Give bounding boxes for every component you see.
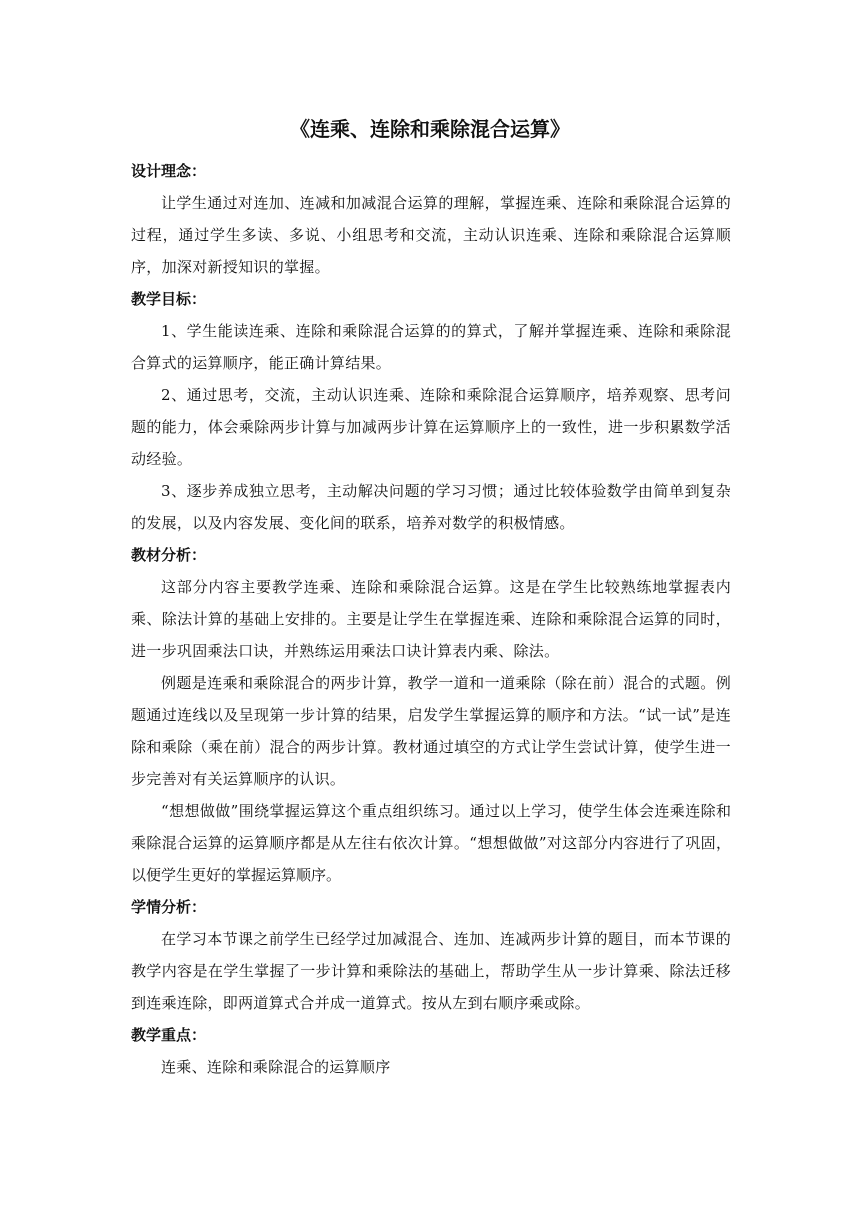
section-student-analysis bbox=[131, 891, 731, 1019]
document-title: 《连乘、连除和乘除混合运算》 bbox=[290, 117, 570, 141]
section-paragraph: 这部分内容主要教学连乘、连除和乘除混合运算。这是在学生比较熟练地掌握表内乘、除法计算的基础上安排的。主要是让学生在掌握连乘、连除和乘除混合运算的同时，进一步巩固乘法口诀，并熟练运用乘法口诀计算表内乘、除法。 bbox=[131, 578, 731, 660]
section-textbook-analysis bbox=[131, 539, 731, 891]
section-paragraph: 在学习本节课之前学生已经学过加减混合、连加、连减两步计算的题目，而本节课的教学内容是在学生掌握了一步计算和乘除法的基础上，帮助学生从一步计算乘、除法迁移到连乘连除，即两道算式合并成一道算式。按从左到右顺序乘或除。 bbox=[131, 930, 731, 1012]
section-teaching-focus bbox=[131, 1019, 731, 1083]
section-heading: 教材分析： bbox=[131, 546, 207, 564]
section-heading: 教学目标： bbox=[131, 290, 207, 308]
section-paragraph: 3、逐步养成独立思考，主动解决问题的学习习惯；通过比较体验数学由简单到复杂的发展，以及内容发展、变化间的联系，培养对数学的积极情感。 bbox=[131, 482, 731, 532]
section-paragraph: 让学生通过对连加、连减和加减混合运算的理解，掌握连乘、连除和乘除混合运算的过程，通过学生多读、多说、小组思考和交流，主动认识连乘、连除和乘除混合运算顺序，加深对新授知识的掌握。 bbox=[131, 194, 731, 276]
section-heading: 学情分析： bbox=[131, 898, 207, 916]
section-heading: 教学重点： bbox=[131, 1026, 207, 1044]
section-paragraph: 例题是连乘和乘除混合的两步计算，教学一道和一道乘除（除在前）混合的式题。例题通过连线以及呈现第一步计算的结果，启发学生掌握运算的顺序和方法。“试一试”是连除和乘除（乘在前）混合的两步计算。教材通过填空的方式让学生尝试计算，使学生进一步完善对有关运算顺序的认识。 bbox=[131, 674, 731, 788]
section-heading: 设计理念： bbox=[131, 162, 207, 180]
section-paragraph: 1、学生能读连乘、连除和乘除混合运算的的算式，了解并掌握连乘、连除和乘除混合算式的运算顺序，能正确计算结果。 bbox=[131, 322, 731, 372]
section-paragraph: 2、通过思考，交流，主动认识连乘、连除和乘除混合运算顺序，培养观察、思考问题的能力，体会乘除两步计算与加减两步计算在运算顺序上的一致性，进一步积累数学活动经验。 bbox=[131, 386, 731, 468]
document-body bbox=[131, 155, 731, 1083]
section-teaching-objectives bbox=[131, 283, 731, 539]
section-paragraph: 连乘、连除和乘除混合的运算顺序 bbox=[161, 1058, 391, 1076]
section-paragraph: “想想做做”围绕掌握运算这个重点组织练习。通过以上学习，使学生体会连乘连除和乘除混合运算的运算顺序都是从左往右依次计算。“想想做做”对这部分内容进行了巩固，以便学生更好的掌握运算顺序。 bbox=[131, 802, 731, 884]
section-design-concept bbox=[131, 155, 731, 283]
